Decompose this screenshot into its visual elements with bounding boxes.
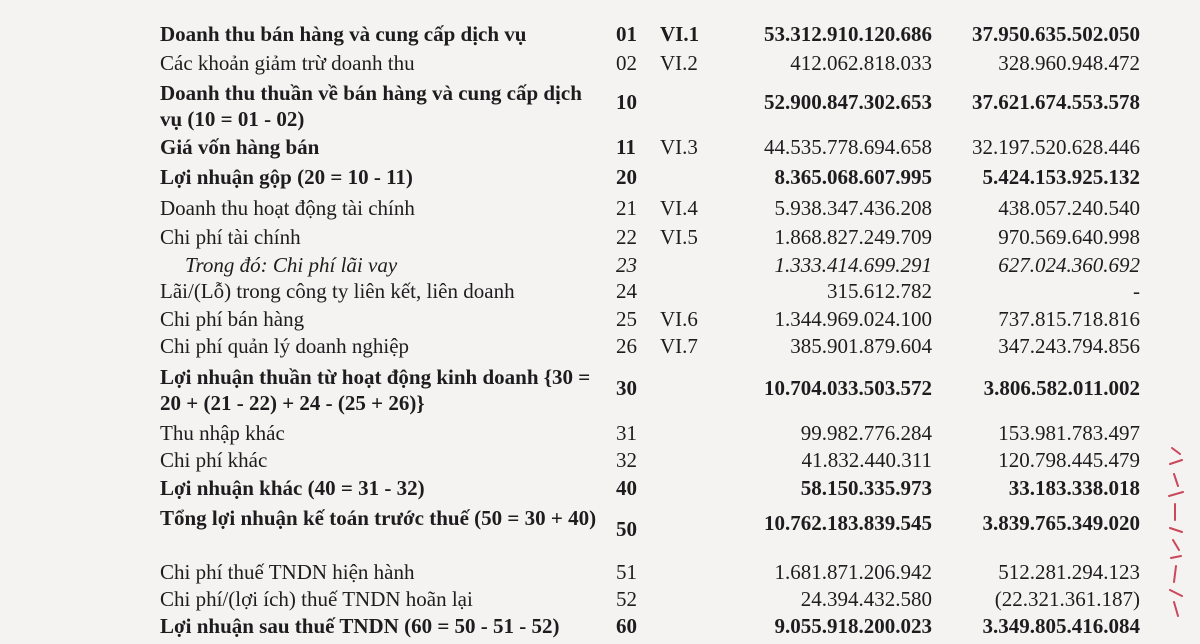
row-note: VI.3 [660,135,698,159]
table-row [0,80,1200,132]
previous-year-value: (22.321.361.187) [994,587,1140,611]
previous-year-value: 37.950.635.502.050 [972,22,1140,46]
row-label: Giá vốn hàng bán [160,135,320,159]
row-code: 22 [616,225,637,249]
table-row [0,22,1200,52]
row-note: VI.4 [660,196,698,220]
table-row [0,476,1200,506]
current-year-value: 5.938.347.436.208 [774,196,932,220]
current-year-value: 52.900.847.302.653 [764,90,932,114]
row-code: 30 [616,376,637,400]
current-year-value: 10.762.183.839.545 [764,511,932,535]
previous-year-value: 120.798.445.479 [998,448,1140,472]
row-label: Chi phí quản lý doanh nghiệp [160,334,410,358]
row-code: 02 [616,51,637,75]
current-year-value: 53.312.910.120.686 [764,22,932,46]
row-label: Doanh thu hoạt động tài chính [160,196,415,220]
row-note: VI.2 [660,51,698,75]
row-label: Doanh thu bán hàng và cung cấp dịch vụ [160,22,527,46]
row-label: Lợi nhuận sau thuế TNDN (60 = 50 - 51 - 52) [160,614,560,638]
previous-year-value: 32.197.520.628.446 [972,135,1140,159]
row-code: 50 [616,517,637,541]
table-row [0,421,1200,451]
row-code: 10 [616,90,637,114]
table-row [0,334,1200,364]
table-row [0,196,1200,226]
previous-year-value: 153.981.783.497 [998,421,1140,445]
current-year-value: 1.681.871.206.942 [774,560,932,584]
row-label: Lãi/(Lỗ) trong công ty liên kết, liên doanh [160,279,515,303]
row-code: 25 [616,307,637,331]
row-label: Tổng lợi nhuận kế toán trước thuế (50 = 30 + 40) [160,506,597,530]
current-year-value: 24.394.432.580 [800,587,932,611]
current-year-value: 1.333.414.699.291 [774,253,932,277]
previous-year-value: 627.024.360.692 [998,253,1140,277]
row-label: Thu nhập khác [160,421,285,445]
previous-year-value: 328.960.948.472 [998,51,1140,75]
current-year-value: 1.344.969.024.100 [774,307,932,331]
previous-year-value: 438.057.240.540 [998,196,1140,220]
row-note: VI.5 [660,225,698,249]
table-row [0,448,1200,478]
current-year-value: 9.055.918.200.023 [774,614,932,638]
table-row [0,225,1200,255]
row-code: 01 [616,22,637,46]
previous-year-value: 970.569.640.998 [998,225,1140,249]
row-label: Trong đó: Chi phí lãi vay [185,253,398,277]
current-year-value: 412.062.818.033 [790,51,932,75]
row-code: 23 [616,253,637,277]
row-code: 21 [616,196,637,220]
table-row [0,587,1200,617]
previous-year-value: 5.424.153.925.132 [982,165,1140,189]
row-label: Lợi nhuận thuần từ hoạt động kinh doanh {30 = 20 + (21 - 22) + 24 - (25 + 26)} [160,365,591,415]
row-code: 31 [616,421,637,445]
row-note: VI.6 [660,307,698,331]
row-label: Chi phí thuế TNDN hiện hành [160,560,415,584]
current-year-value: 385.901.879.604 [790,334,932,358]
row-code: 26 [616,334,637,358]
table-row [0,560,1200,590]
row-label: Lợi nhuận khác (40 = 31 - 32) [160,476,425,500]
previous-year-value: 33.183.338.018 [1008,476,1140,500]
table-row [0,505,1200,557]
row-note: VI.1 [660,22,700,46]
table-row [0,364,1200,416]
row-code: 32 [616,448,637,472]
row-code: 60 [616,614,637,638]
row-label: Chi phí tài chính [160,225,301,249]
table-row [0,165,1200,195]
row-label: Chi phí/(lợi ích) thuế TNDN hoãn lại [160,587,473,611]
margin-stroke [1169,448,1183,616]
row-label: Chi phí khác [160,448,268,472]
row-label: Doanh thu thuần về bán hàng và cung cấp dịch vụ (10 = 01 - 02) [160,81,582,131]
table-row [0,135,1200,165]
row-code: 20 [616,165,637,189]
previous-year-value: 37.621.674.553.578 [972,90,1140,114]
previous-year-value: 3.349.805.416.084 [982,614,1140,638]
row-note: VI.7 [660,334,698,358]
current-year-value: 315.612.782 [827,279,932,303]
current-year-value: 8.365.068.607.995 [774,165,932,189]
row-code: 11 [616,135,636,159]
previous-year-value: 737.815.718.816 [998,307,1140,331]
table-row [0,614,1200,644]
row-label: Các khoản giảm trừ doanh thu [160,51,415,75]
table-row [0,279,1200,309]
current-year-value: 41.832.440.311 [801,448,932,472]
previous-year-value: 3.839.765.349.020 [982,511,1140,535]
row-code: 24 [616,279,637,303]
current-year-value: 58.150.335.973 [800,476,932,500]
current-year-value: 10.704.033.503.572 [764,376,932,400]
current-year-value: 1.868.827.249.709 [774,225,932,249]
current-year-value: 99.982.776.284 [800,421,932,445]
previous-year-value: 3.806.582.011.002 [983,376,1140,400]
current-year-value: 44.535.778.694.658 [764,135,932,159]
previous-year-value: 512.281.294.123 [998,560,1140,584]
previous-year-value: - [1133,279,1140,303]
table-row [0,51,1200,81]
row-label: Lợi nhuận gộp (20 = 10 - 11) [160,165,413,189]
row-code: 52 [616,587,637,611]
handwritten-margin-mark [1160,440,1194,630]
row-label: Chi phí bán hàng [160,307,305,331]
table-row [0,307,1200,337]
previous-year-value: 347.243.794.856 [998,334,1140,358]
row-code: 51 [616,560,637,584]
row-code: 40 [616,476,637,500]
